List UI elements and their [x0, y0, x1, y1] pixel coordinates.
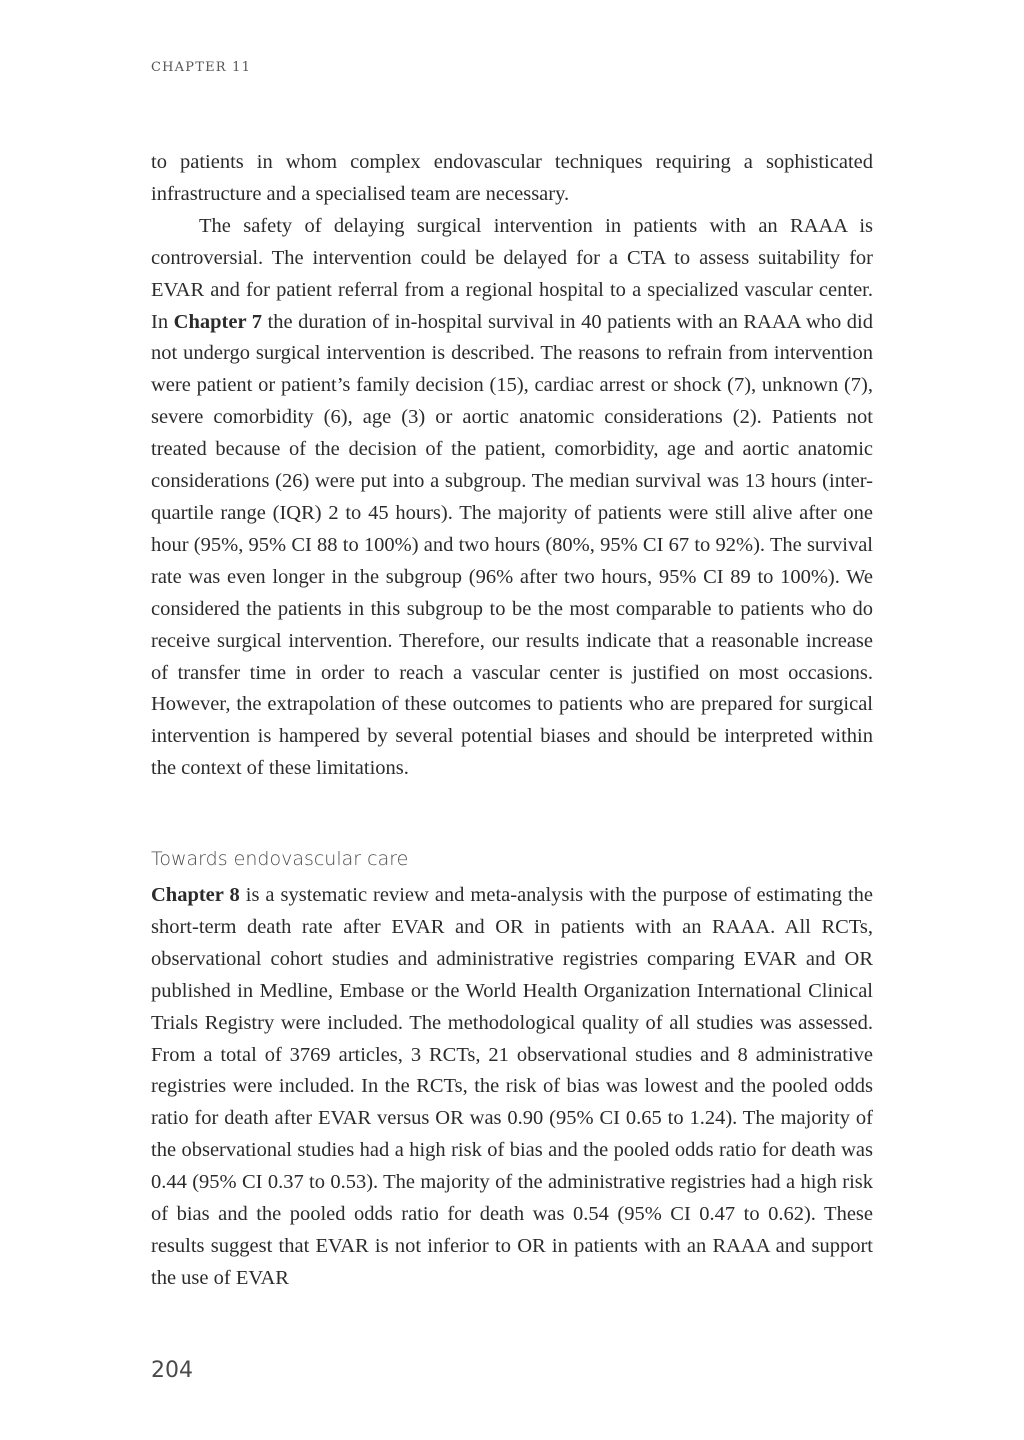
paragraph-text: The safety of delaying surgical intervention in patients with an RAAA is controversial. The intervention could be delayed for a CTA to assess suitability for EVAR and for patient referral from a regional hospital to a specialized vascular center. In: [151, 214, 873, 333]
running-head: CHAPTER 11: [151, 60, 252, 75]
paragraph-text: the duration of in-hospital survival in 40 patients with an RAAA who did not undergo surgical intervention is described. The reasons to refrain from intervention were patient or patient’s family decision (15), cardiac arrest or shock (7), unknown (7), severe comorbidity (6), age (3) or aortic anatomic considerations (2). Patients not treated because of the decision of the patient, comorbidity, age and aortic anatomic considerations (26) were put into a subgroup. The median survival was 13 hours (inter-quartile range (IQR) 2 to 45 hours). The majority of patients were still alive after one hour (95%, 95% CI 88 to 100%) and two hours (80%, 95% CI 67 to 92%). The survival rate was even longer in the subgroup (96% after two hours, 95% CI 89 to 100%). We considered the patients in this subgroup to be the most comparable to patients who do receive surgical intervention. Therefore, our results indicate that a reasonable increase of transfer time in order to reach a vascular center is justified on most occasions. However, the extrapolation of these outcomes to patients who are prepared for surgical intervention is hampered by several potential biases and should be interpreted within the context of these limitations.: [151, 310, 874, 780]
paragraph-continuation: to patients in whom complex endovascular techniques requiring a sophisticated infrastructure and a specialised team are necessary.: [151, 151, 873, 205]
paragraph-delay-intervention: [151, 211, 873, 785]
chapter-reference: Chapter 7: [173, 310, 262, 333]
section-heading: Towards endovascular care: [151, 848, 409, 870]
chapter-reference: Chapter 8: [151, 884, 240, 906]
paragraph-text: is a systematic review and meta-analysis with the purpose of estimating the short-term death rate after EVAR and OR in patients with an RAAA. All RCTs, observational cohort studies and administrative registries comparing EVAR and OR published in Medline, Embase or the World Health Organization International Clinical Trials Registry were included. The methodological quality of all studies was assessed. From a total of 3769 articles, 3 RCTs, 21 observational studies and 8 administrative registries were included. In the RCTs, the risk of bias was lowest and the pooled odds ratio for death after EVAR versus OR was 0.90 (95% CI 0.65 to 1.24). The majority of the observational studies had a high risk of bias and the pooled odds ratio for death was 0.44 (95% CI 0.37 to 0.53). The majority of the administrative registries had a high risk of bias and the pooled odds ratio for death was 0.54 (95% CI 0.47 to 0.62). These results suggest that EVAR is not inferior to OR in patients with an RAAA and support the use of EVAR: [151, 884, 874, 1289]
paragraph-meta-analysis: [151, 880, 873, 1295]
section-text-block: [151, 880, 873, 1295]
page-number: 204: [151, 1358, 193, 1383]
main-text-block: [151, 147, 873, 785]
